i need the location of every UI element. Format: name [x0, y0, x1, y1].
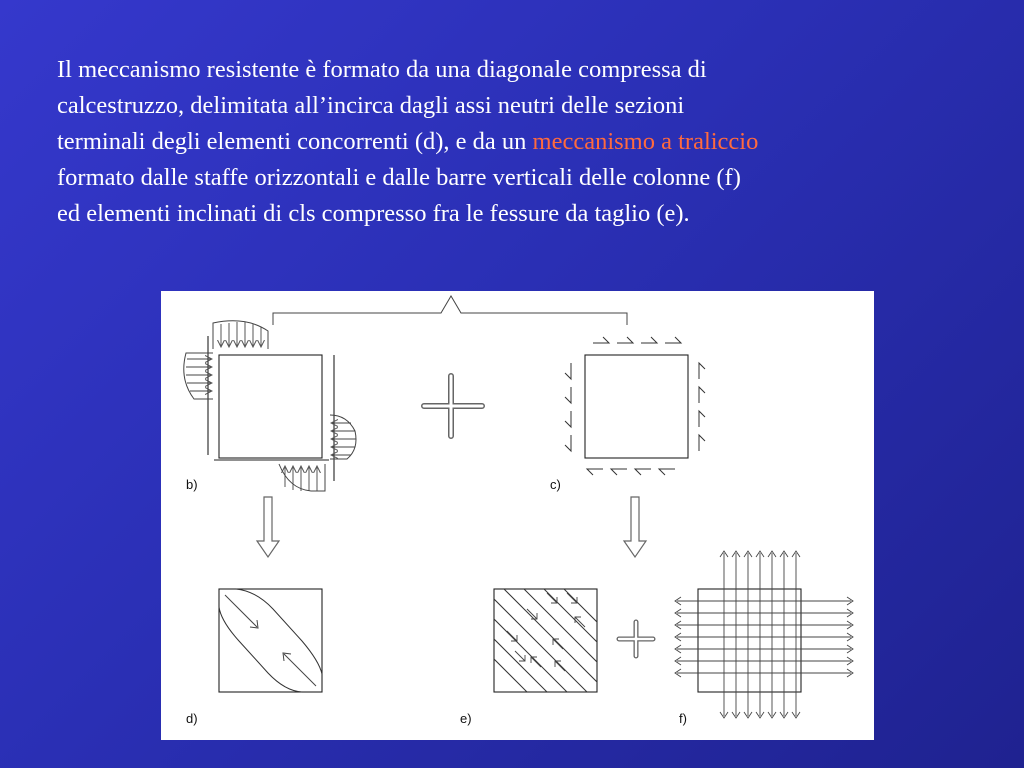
panel-d [219, 589, 322, 692]
panel-e-square [494, 589, 597, 692]
down-arrow-c [624, 497, 646, 557]
label-d: d) [186, 711, 198, 726]
panel-f [675, 551, 853, 718]
highlight-meccanismo-a-traliccio: meccanismo a traliccio [532, 128, 759, 155]
paragraph-line-2: calcestruzzo, delimitata all’incirca dagli assi neutri delle sezioni [57, 92, 685, 119]
paragraph-line-1: Il meccanismo resistente è formato da una diagonale compressa di [57, 56, 707, 83]
panel-c [565, 337, 705, 475]
label-f: f) [679, 711, 687, 726]
label-e: e) [460, 711, 472, 726]
label-c: c) [550, 477, 561, 492]
paragraph-line-3-text: terminali degli elementi concorrenti (d), e da un [57, 128, 533, 155]
paragraph-line-4: formato dalle staffe orizzontali e dalle barre verticali delle colonne (f) [57, 164, 741, 191]
label-b: b) [186, 477, 198, 492]
panel-c-square [585, 355, 688, 458]
top-brace [273, 296, 627, 325]
panel-b [184, 321, 356, 491]
shear-mechanism-figure [161, 291, 874, 740]
slide-paragraph [57, 52, 987, 232]
paragraph-line-3 [57, 124, 987, 160]
figure-svg [161, 291, 874, 740]
paragraph-line-5: ed elementi inclinati di cls compresso fra le fessure da taglio (e). [57, 200, 690, 227]
panel-b-square [219, 355, 322, 458]
down-arrow-b [257, 497, 279, 557]
panel-f-square [698, 589, 801, 692]
